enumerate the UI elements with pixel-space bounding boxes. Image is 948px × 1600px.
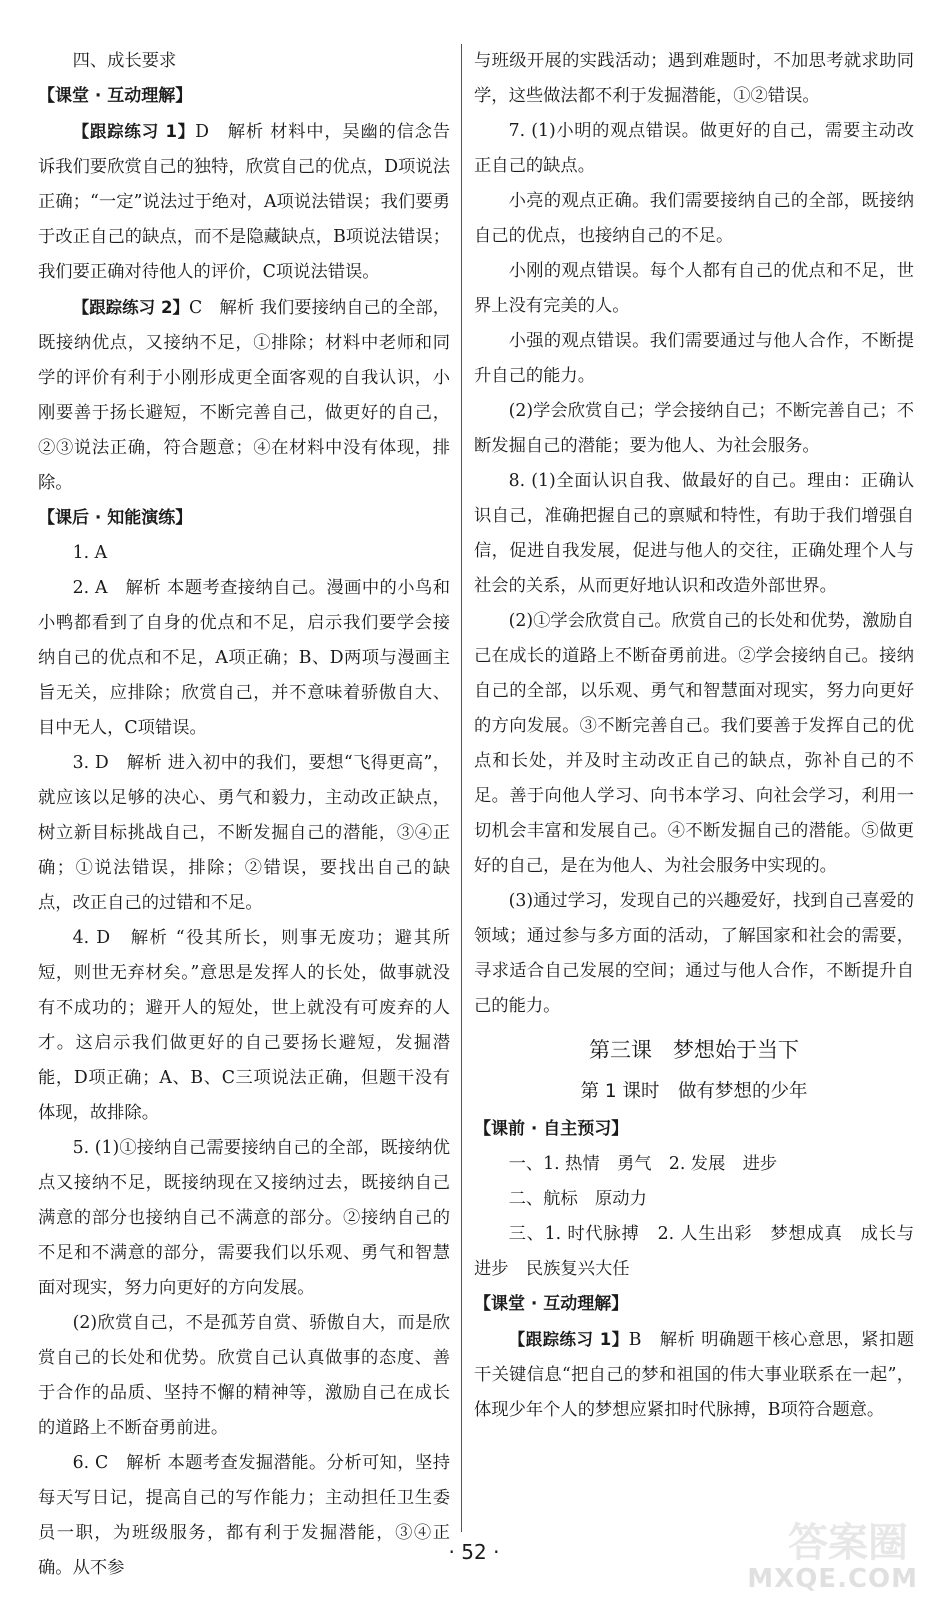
practice-1b-tag: 【跟踪练习 1】 — [508, 1330, 629, 1349]
answer-3: 3. D 解析 进入初中的我们，要想“飞得更高”，就应该以足够的决心、勇气和毅力，主动改正缺点，树立新目标挑战自己，不断发掘自己的潜能，③④正确；①说法错误，排除；②错误，要找出自己的缺点，改正自己的过错和不足。 — [38, 753, 450, 913]
answer-5-part-2: (2)欣赏自己，不是孤芳自赏、骄傲自大，而是欣赏自己的长处和优势。欣赏自己认真做事的态度、善于合作的品质、坚持不懈的精神等，激励自己在成长的道路上不断奋勇前进。 — [38, 1313, 450, 1438]
answer-8-part-1: 8. (1)全面认识自我、做最好的自己。理由：正确认识自己，准确把握自己的禀赋和特性，有助于我们增强自信，促进自我发展，促进与他人的交往，正确处理个人与社会的关系，从而更好地认识和改造外部世界。 — [474, 471, 914, 596]
answer-7-xiaoliang: 小亮的观点正确。我们需要接纳自己的全部，既接纳自己的优点，也接纳自己的不足。 — [474, 191, 914, 246]
answer-6: 6. C 解析 本题考查发掘潜能。分析可知，坚持每天写日记，提高自己的写作能力；主动担任卫生委员一职，为班级服务，都有利于发掘潜能，③④正确。从不参 — [38, 1453, 450, 1578]
answer-2: 2. A 解析 本题考查接纳自己。漫画中的小鸟和小鸭都看到了自身的优点和不足，启示我们要学会接纳自己的优点和不足，A项正确；B、D两项与漫画主旨无关，应排除；欣赏自己，并不意味着骄傲自大、目中无人，C项错误。 — [38, 578, 450, 738]
left-column — [38, 44, 450, 1586]
answer-4: 4. D 解析 “役其所长，则事无废功；避其所短，则世无弃材矣。”意思是发挥人的长处，做事就没有不成功的；避开人的短处，世上就没有可废弃的人才。这启示我们做更好的自己要扬长避短，发掘潜能，D项正确；A、B、C三项说法正确，但题干没有体现，故排除。 — [38, 928, 450, 1123]
section-after-class-heading: 【课后 · 知能演练】 — [38, 508, 193, 528]
answer-8-part-3: (3)通过学习，发现自己的兴趣爱好，找到自己喜爱的领域；通过参与多方面的活动，了解国家和社会的需要，寻求适合自己发展的空间；通过与他人合作，不断提升自己的能力。 — [474, 891, 914, 1016]
practice-1b-text: B 解析 明确题干核心意思，紧扣题干关键信息“把自己的梦和祖国的伟大事业联系在一起”，体现少年个人的梦想应紧扣时代脉搏，B项符合题意。 — [474, 1330, 914, 1420]
watermark-mark: 答案圈 — [788, 1520, 908, 1566]
answer-6-continued: 与班级开展的实践活动；遇到难题时，不加思考就求助同学，这些做法都不利于发掘潜能，①②错误。 — [474, 51, 914, 106]
practice-2-text: C 解析 我们要接纳自己的全部，既接纳优点，又接纳不足，①排除；材料中老师和同学的评价有利于小刚形成更全面客观的自我认识，小刚要善于扬长避短，不断完善自己，做更好的自己，②③说法正确，符合题意；④在材料中没有体现，排除。 — [38, 298, 450, 493]
lesson-title: 第三课 梦想始于当下 — [589, 1038, 799, 1062]
preview-answer-3: 三、1. 时代脉搏 2. 人生出彩 梦想成真 成长与进步 民族复兴大任 — [474, 1224, 914, 1279]
practice-1-text: D 解析 材料中，吴幽的信念告诉我们要欣赏自己的独特，欣赏自己的优点，D项说法正确；“一定”说法过于绝对，A项说法错误；我们要勇于改正自己的缺点，而不是隐藏缺点，B项说法错误；我们要正确对待他人的评价，C项说法错误。 — [38, 122, 450, 282]
answer-7-part-2: (2)学会欣赏自己；学会接纳自己；不断完善自己；不断发掘自己的潜能；要为他人、为社会服务。 — [474, 401, 914, 456]
page-number: · 52 · — [448, 1540, 500, 1564]
answer-7-xiaogang: 小刚的观点错误。每个人都有自己的优点和不足，世界上没有完美的人。 — [474, 261, 914, 316]
answer-5-part-1: 5. (1)①接纳自己需要接纳自己的全部，既接纳优点又接纳不足，既接纳现在又接纳过去，既接纳自己满意的部分也接纳自己不满意的部分。②接纳自己的不足和不满意的部分，需要我们以乐观、勇气和智慧面对现实，努力向更好的方向发展。 — [38, 1138, 450, 1298]
right-column — [474, 44, 914, 1428]
section-classroom-heading: 【课堂 · 互动理解】 — [38, 86, 193, 106]
period-title: 第 1 课时 做有梦想的少年 — [580, 1081, 808, 1102]
answer-8-part-2: (2)①学会欣赏自己。欣赏自己的长处和优势，激励自己在成长的道路上不断奋勇前进。②学会接纳自己。接纳自己的全部，以乐观、勇气和智慧面对现实，努力向更好的方向发展。③不断完善自己。我们要善于发挥自己的优点和长处，并及时主动改正自己的缺点，弥补自己的不足。善于向他人学习、向书本学习、向社会学习，利用一切机会丰富和发展自己。④不断发掘自己的潜能。⑤做更好的自己，是在为他人、为社会服务中实现的。 — [474, 611, 914, 876]
heading-growth-requirements: 四、成长要求 — [72, 51, 177, 71]
column-divider — [461, 44, 462, 1532]
answer-7-part-1: 7. (1)小明的观点错误。做更好的自己，需要主动改正自己的缺点。 — [474, 121, 914, 176]
answer-1: 1. A — [72, 543, 108, 563]
practice-2-tag: 【跟踪练习 2】 — [72, 298, 189, 317]
preview-answer-1: 一、1. 热情 勇气 2. 发展 进步 — [508, 1154, 778, 1174]
section-preview-heading: 【课前 · 自主预习】 — [474, 1119, 629, 1139]
answer-7-xiaoqiang: 小强的观点错误。我们需要通过与他人合作，不断提升自己的能力。 — [474, 331, 914, 386]
practice-1-tag: 【跟踪练习 1】 — [72, 122, 196, 141]
preview-answer-2: 二、航标 原动力 — [508, 1189, 647, 1209]
watermark-logo — [738, 1516, 918, 1594]
practice-2-answer — [38, 290, 450, 501]
practice-1b-answer — [474, 1322, 914, 1428]
watermark-site: MXQE.COM — [747, 1564, 918, 1594]
practice-1-answer — [38, 114, 450, 290]
section-classroom-heading-2: 【课堂 · 互动理解】 — [474, 1294, 629, 1314]
